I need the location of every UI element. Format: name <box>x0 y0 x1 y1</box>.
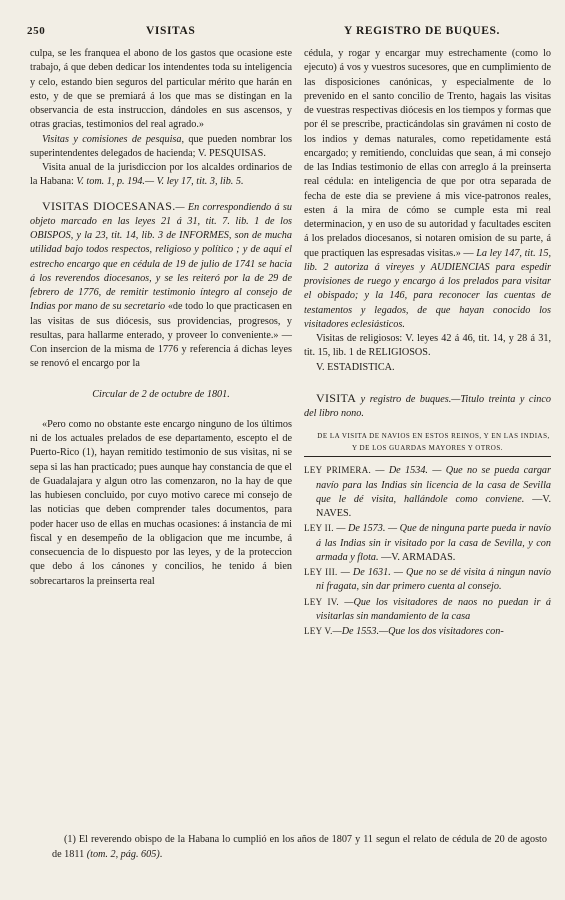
entry-heading: VISITA <box>316 390 357 405</box>
circular-title-text: Circular de 2 de octubre de 1801. <box>92 388 230 400</box>
left-column <box>30 47 292 589</box>
law-text: — Que no se dé visita á ningun navío ni fragata, sin dar primero cuenta al consejo. <box>316 567 552 593</box>
header-right-title: Y REGISTRO DE BUQUES. <box>344 25 500 37</box>
header-left-title: VISITAS <box>146 25 196 37</box>
law-entry <box>304 521 551 565</box>
footnote-end: . <box>159 848 163 860</box>
law-label: LEY V. <box>304 626 333 636</box>
law-label: LEY II. <box>304 523 334 534</box>
page-number: 250 <box>27 25 46 37</box>
law-reference-italic: La ley 147, tit. 15, lib. 2 autoriza á vireyes y AUDIENCIAS para espedir provisiones de ruego y encargo á los prelados para visitar el obispado; y la 146, para reconocer las cuentas de testamentos y legados, de que hayan conocido los visitadores eclesiásticos. <box>304 247 551 330</box>
footnote <box>52 833 547 862</box>
paragraph-religiosos: Visitas de religiosos: V. leyes 42 á 46, tit. 14, y 28 á 31, tit. 15, lib. 1 de RELIGIOSOS. <box>304 333 551 359</box>
law-list <box>304 463 551 639</box>
paragraph-text: cédula, y rogar y encargar muy estrechamente (como lo ejecuto) á vos y vuestros sucesores, que en cumplimiento de las disposiciones canónicas, y especialmente de lo prevenido en el santo concilio de Trento, hagais las visitas de vuestras respectivas diócesis en los tiempos y formas que por él se prescribe, practicándolas sin gravámen ni costo de los indios y demas naturales, como repetidamente está encargado; y remitiendo, concluidas que sean, á mi consejo de las Indias testimonio de ellas con arreglo á la preinserta real cédula: en inteligencia de que por otra separada de fecha de este dia se previene á mis vice-patronos reales, esten á la mira de cómo se cumple esta mi real determinacion, y en uso de su autoridad y facultades esciten á los prelados diocesanos, si notaren omision de su parte, á que practiquen las espresadas visitas.» — <box>304 48 551 259</box>
law-text: — Que no se pueda cargar navío para las Indias sin licencia de la casa de Sevilla que le dé visita, hallándole como conviene. <box>316 465 551 505</box>
section-subtitle: DE LA VISITA DE NAVIOS EN ESTOS REINOS, Y EN LAS INDIAS, Y DE LOS GUARDAS MAYORES Y OTROS. <box>317 432 550 453</box>
paragraph-continuation: culpa, se les franquea el abono de los gastos que ocasione este trabajo, á que deben dedicar los intendentes toda su inteligencia y celo, estando bien seguros del particular mérito que harán en esto, y de que se premiará á los que mas se distingan en la observancia de esta instruccion, dándoles en sus ascensos, y otras gracias, testimonios del real agrado.» <box>30 48 292 131</box>
footnote-text <box>52 833 547 862</box>
running-header <box>0 25 565 45</box>
law-label: LEY III. <box>304 567 338 577</box>
divider <box>304 456 551 457</box>
paragraph-circular-body: «Pero como no obstante este encargo ninguno de los últimos ni de los actuales prelados de ese departamento, escepto el de Puerto-Rico (1), hayan remitido testimonio de sus visitas, ni se sepa si las han practicado; pues aunque hay constancia de que el de Guadalajara y algun otro las comenzaron, no la hay de que las hubiesen concluido, por cuyo motivo carece mi consejo de las noticias que deben comprender tales documentos, para poder hacer uso de ellas en muchas ocasiones: á instancia de mi fiscal y en desempeño de la obligacion que me incumbe, á consecuencia de lo dispuesto por las leyes, y de la proteccion que debo á los cánones y concilios, he tenido á bien sobrecartaros la preinserta real <box>30 418 292 587</box>
paragraph-visitas-diocesanas <box>30 199 292 372</box>
law-date: — De 1534. <box>371 465 428 477</box>
paragraph-text: Con insercion de la misma de 1776 y referencia á dichas leyes se renovó el encargo por la <box>30 344 292 370</box>
footnote-reference: (tom. 2, pág. 605) <box>86 848 160 860</box>
circular-title <box>30 388 292 402</box>
paragraph-text: , que pueden nombrar los superintendentes delegados de hacienda; V. PESQUISAS. <box>30 133 292 159</box>
law-text: —Que los dos visitadores con- <box>379 626 504 637</box>
law-cross-reference: —V. NAVES. <box>316 493 551 519</box>
law-entry <box>304 624 551 639</box>
law-text: — Que de ninguna parte pueda ir navío á las Indias sin ir visitado por la casa de Sevilla, y con armada y flota. <box>316 523 551 563</box>
paragraph-cedula <box>304 47 551 332</box>
law-date: —De 1553. <box>332 626 380 637</box>
law-cross-reference: —V. ARMADAS. <box>378 551 456 563</box>
law-label: LEY IV. <box>304 596 339 607</box>
right-column <box>304 47 551 639</box>
law-date: — De 1631. <box>337 567 391 578</box>
paragraph-pesquisa <box>30 133 292 162</box>
paragraph-visita-anual <box>30 161 292 190</box>
cross-reference: V. tom. 1, p. 194.— V. ley 17, tit. 3, lib. 5. <box>76 176 244 188</box>
footnote-body: (1) El reverendo obispo de la Habana lo cumplió en los años de 1807 y 11 segun el relato de cédula de 20 de agosto de 1811 <box>52 834 547 860</box>
paragraph-text: Visita anual de la jurisdiccion por los alcaldes ordinarios de la Habana: <box>30 162 292 188</box>
entry-body-italic: — En correspondiendo á su objeto marcado en las leyes 21 á 31, tit. 7. lib. 1 de los OBISPOS, y la 23, tit. 14, lib. 3 de INFORMES, son de mucha utilidad bajo todos respectos, religioso y político ; y de aquí el estrecho encargo que en cédula de 19 de julio de 1741 se hacia á los reverendos diocesanos, y se les reiteró por la de 29 de febrero de 1776, de remitir testimonio íntegro al consejo de Indias por mano de su secretario <box>30 201 292 313</box>
law-label: LEY PRIMERA. <box>304 465 372 476</box>
entry-heading: VISITAS DIOCESANAS. <box>42 198 176 213</box>
italic-term: Visitas y comisiones de pesquisa <box>42 133 182 145</box>
law-entry <box>304 595 551 625</box>
law-date: — De 1573. <box>333 523 386 535</box>
title-italic: y registro de buques.—Titulo treinta y cinco del libro nono. <box>304 393 551 419</box>
law-entry <box>304 463 551 521</box>
law-text: —Que los visitadores de naos no puedan ir á visitarlas sin mandamiento de la casa <box>316 596 551 622</box>
paragraph-estadistica: V. ESTADISTICA. <box>316 361 395 373</box>
paragraph-visita-registro <box>304 391 551 422</box>
quotation: «de todo lo que practicasen en las visitas de sus diócesis, sus providencias, progresos, y resultas, para hallarme enterado, y proveer lo conveniente.» — <box>30 301 292 341</box>
law-entry <box>304 565 551 595</box>
